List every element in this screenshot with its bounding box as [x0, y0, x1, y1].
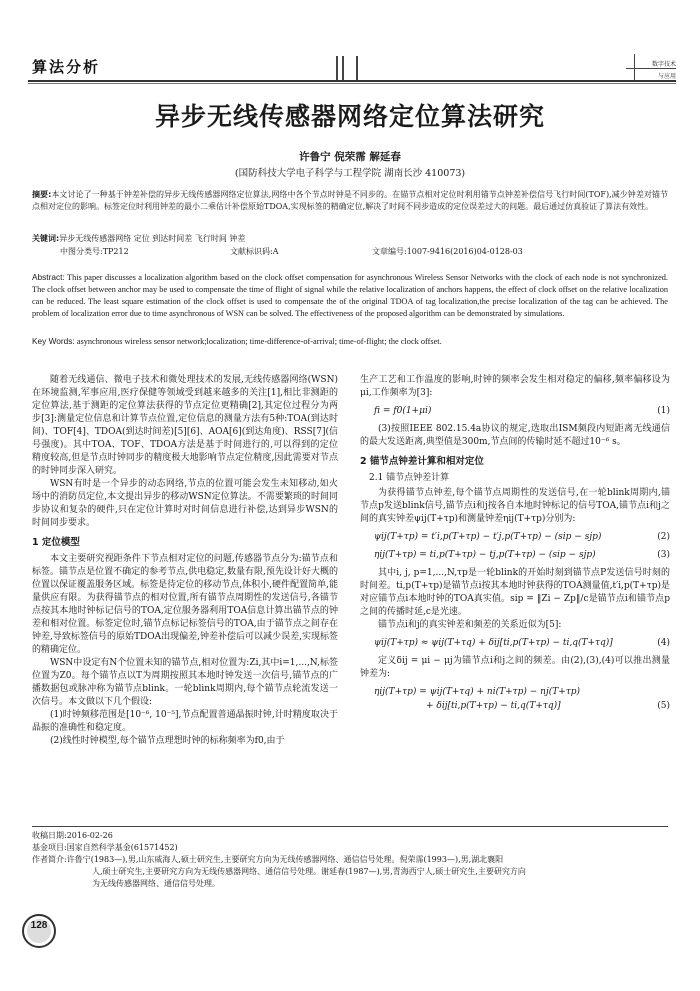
equation-4: [374, 637, 670, 650]
doc-code: 文献标识码:A: [230, 247, 279, 256]
paragraph-definitions: 其中i, j, p=1,...,N,τp是一轮blink的开始时刻到锚节点P发送信号时刻的时间差。ti,p(T+τp)是锚节点i按其本地时钟获得的TOA测量值,t′i,p(T+τp)是对应锚节点i本地时钟的TOA真实值。sip = ‖Zi − Zp‖/c是锚节点i和锚节点p之间的传播时延,c是光速。: [360, 568, 670, 617]
body-right-column: [360, 374, 670, 718]
journal-logo-top: 数字技术: [651, 61, 676, 68]
paragraph-assumption-2: (2)线性时钟模型,每个锚节点理想时钟的标称频率为f0,由于: [50, 736, 285, 746]
header-rule: [28, 80, 676, 82]
equation-1-number: (1): [657, 406, 670, 416]
footnote-received: 收稿日期:2016-02-26: [32, 831, 113, 840]
footer-rule: [32, 826, 668, 827]
paper-title: 异步无线传感器网络定位算法研究: [154, 102, 545, 131]
paragraph-model-1: 本文主要研究视距条件下节点相对定位的问题,传感器节点分为:锚节点和标签。锚节点是位置不确定的参考节点,供电稳定,数量有限,预先设计好大概的位置以保证覆盖服务区域。标签是待定位的移动节点,体积小,硬件配置简单,能量供应有限。为获得锚节点的相对位置,所有锚节点周期性的发送信号,各锚节点按其本地时钟标记信号的TOA,定位服务器利用TOA信息计算出锚节点的钟差和相对位置。标签定位时,锚节点标记标签信号的TOA,由于锚节点之间存在钟差,导致标签信号的原始TDOA出现偏差,钟差补偿后可以减少误差,实现标签的精确定位。: [32, 554, 338, 655]
keywords-en-label: Key Words:: [32, 336, 75, 346]
paragraph-assumption-3: (3)按照IEEE 802.15.4a协议的规定,选取出ISM频段内短距离无线通信的最大发送距离,典型值是300m,节点间的传输时延不超过10⁻⁶ s。: [360, 424, 670, 447]
abstract-cn-text: 本文讨论了一种基于钟差补偿的异步无线传感器网络定位算法,网络中各个节点时钟是不同步的。在锚节点相对定位时利用锚节点钟差补偿信号飞行时间(TOF),减少钟差对锚节点相对定位的影响。标签定位时利用钟差的最小二乘估计补偿原始TDOA,实现标签的精确定位,解决了时间不同步造成的定位误差过大的问题。最后通过仿真验证了算法有效性。: [32, 190, 668, 211]
equation-1-body: fi = f0(1+μi): [374, 406, 432, 416]
equation-2-number: (2): [657, 532, 670, 542]
equation-3: [374, 549, 670, 562]
abstract-cn-label: 摘要:: [32, 190, 52, 199]
equation-5-line-1: ηij(T+τp) = ψij(T+τq) + ni(T+τp) − nj(T+τp): [374, 687, 581, 697]
article-number: 文章编号:1007-9416(2016)04-0128-03: [372, 247, 523, 256]
paragraph-model-2: WSN中设定有N个位置未知的锚节点,相对位置为:Zi,其中i=1,...,N,标签位置为Z0。每个锚节点以T为周期按照其本地时钟发送一次信号,锚节点的广播数据包或脉冲称为锚节点blink。一轮blink周期内,每个锚节点轮流发送一次信号。本文做以下几个假设:: [32, 658, 338, 707]
body-left-column: [32, 374, 338, 748]
page-number: 128: [30, 920, 48, 931]
paragraph-intro-2: WSN有时是一个异步的动态网络,节点的位置可能会发生未知移动,如火场中的消防员定位,本文提出异步的移动WSN定位算法。不需要繁琐的时间同步协议和复杂的硬件,只在定位计算时对时间信息进行补偿,达到异步WSN的时间同步要求。: [32, 479, 338, 528]
keywords-en: [32, 336, 668, 346]
subsection-heading-2-1: 2.1 锚节点钟差计算: [369, 473, 450, 483]
section-label: 算法分析: [32, 58, 101, 76]
equation-2-body: ψij(T+τp) = t′i,p(T+τp) − t′j,p(T+τp) − (sip − sjp): [374, 532, 602, 542]
footnote-bio-2: 人,硕士研究生,主要研究方向为无线传感器网络、通信信号处理。谢延春(1987—),男,青海西宁人,硕士研究生,主要研究方向: [92, 867, 526, 876]
paragraph-intro-1: 随着无线通信、微电子技术和微处理技术的发展,无线传感器网络(WSN)在环境监测,军事应用,医疗保健等领域受到越来越多的关注[1],相比非测距的定位算法,基于测距的定位算法获得的节点定位更精确[2],其定位过程分为两步[3]:测量定位信息和计算节点位置,定位信息的测量方法有5种:TOA(到达时间)、TOF[4]、TDOA(到达时间差)[5][6]、AOA[6](到达角度)、RSS[7](信号强度)。其中TOA、TOF、TDOA方法是基于时间进行的,可以得到的定位精度较高,但是节点时钟同步的精度极大地影响节点定位精度,因此需要对节点的时钟同步深入研究。: [32, 375, 338, 476]
equation-5-cont: [374, 700, 670, 713]
paper-authors: 许鲁宁 倪荣霈 解延春: [299, 151, 401, 163]
keywords-en-text: asynchronous wireless sensor network;localization; time-difference-of-arrival; time-of-flight; the clock offset.: [76, 337, 442, 346]
equation-2: [374, 531, 670, 544]
paragraph-assumption-1: (1)时钟频移范围是[10⁻⁶, 10⁻⁵],节点配置普通晶振时钟,计时精度取决于晶振的准确性和稳定度。: [32, 710, 338, 733]
equation-3-number: (3): [657, 550, 670, 560]
header-rule-thin: [28, 83, 676, 84]
keywords-cn-label: 关键词:: [32, 234, 60, 243]
paragraph-clock-offset: 为获得锚节点钟差,每个锚节点周期性的发送信号,在一轮blink周期内,锚节点p发送blink信号,锚节点i和j按各自本地时钟标记的信号TOA,锚节点i和j之间的真实钟差ψij(T+τp)和测量钟差ηij(T+τp)分别为:: [360, 488, 670, 524]
journal-logo: [614, 54, 676, 82]
keywords-cn-text: 异步无线传感器网络 定位 到达时间差 飞行时间 钟差: [59, 234, 246, 243]
clc-number: 中图分类号:TP212: [60, 247, 129, 256]
equation-5-line-2: + δij[ti,p(T+τp) − ti,q(T+τq)]: [426, 701, 561, 711]
abstract-cn: [32, 189, 668, 213]
paragraph-relation: 锚节点i和j的真实钟差和频差的关系近似为[5]:: [378, 620, 562, 630]
footnote-bio-3: 为无线传感器网络、通信信号处理。: [92, 879, 220, 888]
keywords-cn: [32, 233, 668, 244]
section-heading-2: 2 锚节点钟差计算和相对定位: [360, 456, 484, 467]
paragraph-freq-offset: 生产工艺和工作温度的影响,时钟的频率会发生相对稳定的偏移,频率偏移设为μi,工作频率为[3]:: [360, 375, 670, 398]
header-divider-bars: [336, 56, 362, 80]
journal-logo-bottom: 与应用: [657, 73, 676, 80]
equation-5: [374, 686, 670, 699]
abstract-en: [32, 271, 668, 320]
equation-4-number: (4): [657, 638, 670, 648]
equation-5-number: (5): [657, 701, 670, 711]
footnote-fund: 基金项目:国家自然科学基金(61571452): [32, 843, 178, 852]
section-heading-1: 1 定位模型: [32, 537, 80, 548]
paragraph-freq-diff: 定义δij = μi − μj为锚节点i和j之间的频差。由(2),(3),(4)可以推出测量钟差为:: [360, 656, 670, 679]
abstract-en-text: This paper discusses a localization algorithm based on the clock offset compensation for asynchronous Wireless Sensor Networks with the clock of each node is not synchronized. The clock offset between anchor may be used to compensate the time of flight of signal while the relative localization of anchors happens, the effect of clock offset on the relative localization can be reduced. The least square estimation of the clock offset is used to compensate the of the original TDOA of tag localization,the precise localization of the tag can be achieved. The problem of localization error due to time asynchronous of WSN can be solved. The effectiveness of the proposed algorithm can be demonstrated by simulations.: [32, 273, 668, 318]
footnote-bio-1: 作者简介:许鲁宁(1983—),男,山东威海人,硕士研究生,主要研究方向为无线传感器网络、通信信号处理。倪荣霈(1993—),男,湖北襄阳: [32, 855, 504, 864]
paper-affiliation: (国防科技大学电子科学与工程学院 湖南长沙 410073): [234, 168, 466, 179]
equation-1: [374, 405, 670, 418]
footnotes: [32, 830, 668, 890]
abstract-en-label: Abstract:: [32, 272, 65, 282]
equation-3-body: ηij(T+τp) = ti,p(T+τp) − tj,p(T+τp) − (sip − sjp): [374, 550, 596, 560]
equation-4-body: ψij(T+τp) ≈ ψij(T+τq) + δij[ti,p(T+τp) − ti,q(T+τq)]: [374, 638, 613, 648]
